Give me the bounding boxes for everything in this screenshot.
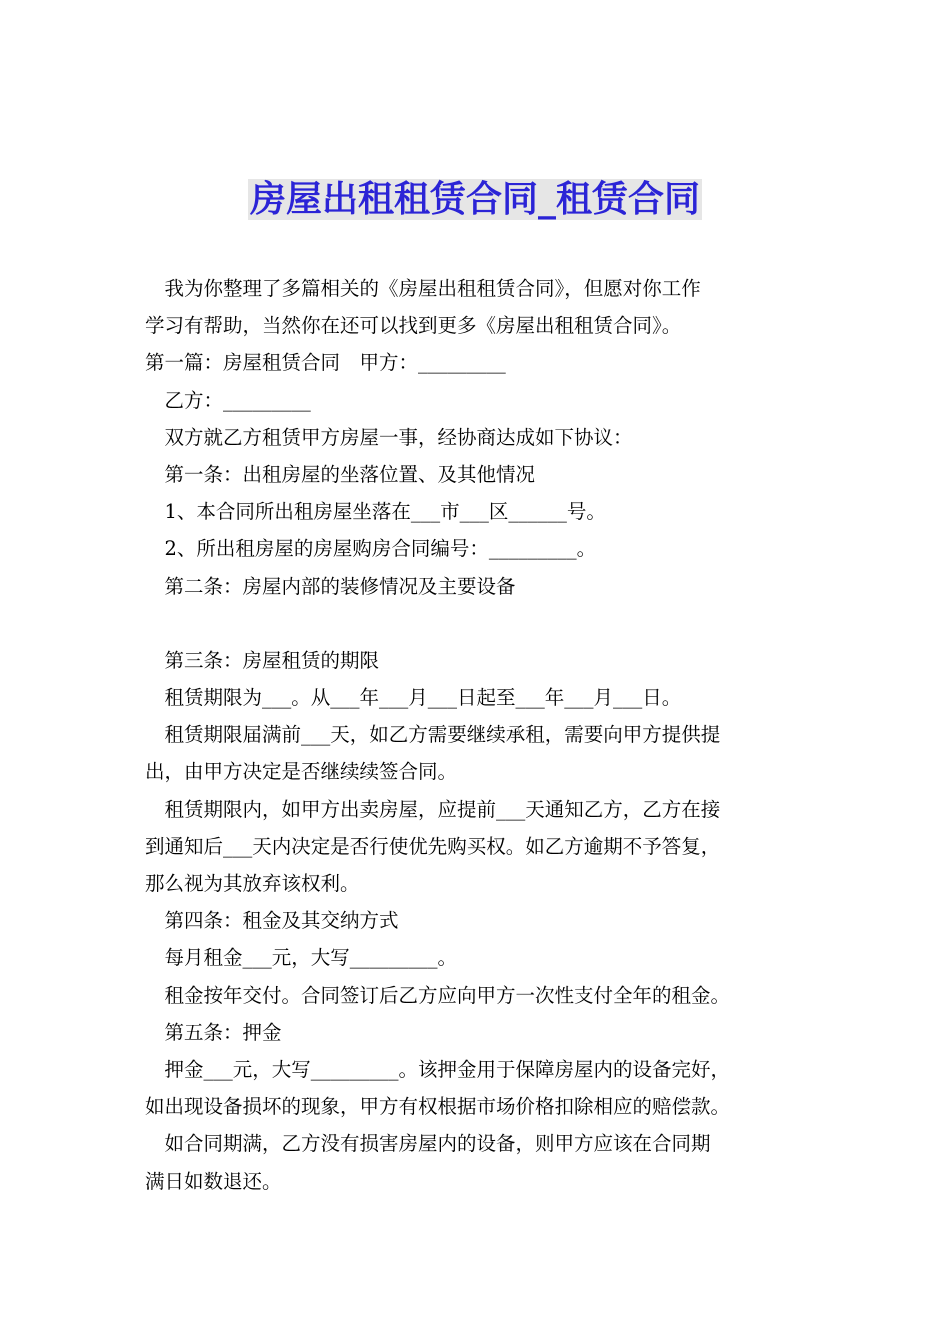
section-heading: 第五条：押金 <box>145 1020 282 1044</box>
paragraph-line: 押金___元，大写_________。该押金用于保障房屋内的设备完好， <box>145 1057 731 1081</box>
paragraph-line: 租金按年交付。合同签订后乙方应向甲方一次性支付全年的租金。 <box>145 983 731 1007</box>
paragraph-line: 到通知后___天内决定是否行使优先购买权。如乙方逾期不予答复， <box>145 834 721 858</box>
paragraph-line: 出，由甲方决定是否继续续签合同。 <box>145 760 458 784</box>
paragraph-line: 满日如数退还。 <box>145 1169 282 1193</box>
section-heading: 第三条：房屋租赁的期限 <box>145 648 380 672</box>
paragraph-line: 学习有帮助，当然你在还可以找到更多《房屋出租租赁合同》。 <box>145 314 682 338</box>
section-heading: 第二条：房屋内部的装修情况及主要设备 <box>145 574 516 598</box>
paragraph-line: 租赁期限为___。从___年___月___日起至___年___月___日。 <box>145 686 682 710</box>
document-title <box>0 178 950 222</box>
paragraph-line: 如出现设备损坏的现象，甲方有权根据市场价格扣除相应的赔偿款。 <box>145 1095 731 1119</box>
paragraph-line: 如合同期满，乙方没有损害房屋内的设备，则甲方应该在合同期 <box>145 1132 711 1156</box>
paragraph-line: 乙方：_________ <box>145 388 311 412</box>
paragraph-line: 第一篇：房屋租赁合同 甲方：_________ <box>145 351 506 375</box>
paragraph-line: 我为你整理了多篇相关的《房屋出租租赁合同》，但愿对你工作 <box>145 277 701 300</box>
paragraph-line: 双方就乙方租赁甲方房屋一事，经协商达成如下协议： <box>145 425 633 449</box>
section-heading: 第一条：出租房屋的坐落位置、及其他情况 <box>145 462 536 486</box>
document-body <box>145 270 810 1200</box>
section-heading: 第四条：租金及其交纳方式 <box>145 909 399 933</box>
blank-line <box>145 605 810 642</box>
document-title-text: 房屋出租租赁合同_租赁合同 <box>249 179 700 220</box>
paragraph-line: 每月租金___元，大写_________。 <box>145 946 458 970</box>
paragraph-line: 那么视为其放弃该权利。 <box>145 872 360 895</box>
paragraph-line: 租赁期限届满前___天，如乙方需要继续承租，需要向甲方提供提 <box>145 723 721 747</box>
paragraph-line: 1、本合同所出租房屋坐落在___市___区______号。 <box>145 500 606 524</box>
paragraph-line: 租赁期限内，如甲方出卖房屋，应提前___天通知乙方，乙方在接 <box>145 797 721 821</box>
paragraph-line: 2、所出租房屋的房屋购房合同编号：_________。 <box>145 537 597 561</box>
